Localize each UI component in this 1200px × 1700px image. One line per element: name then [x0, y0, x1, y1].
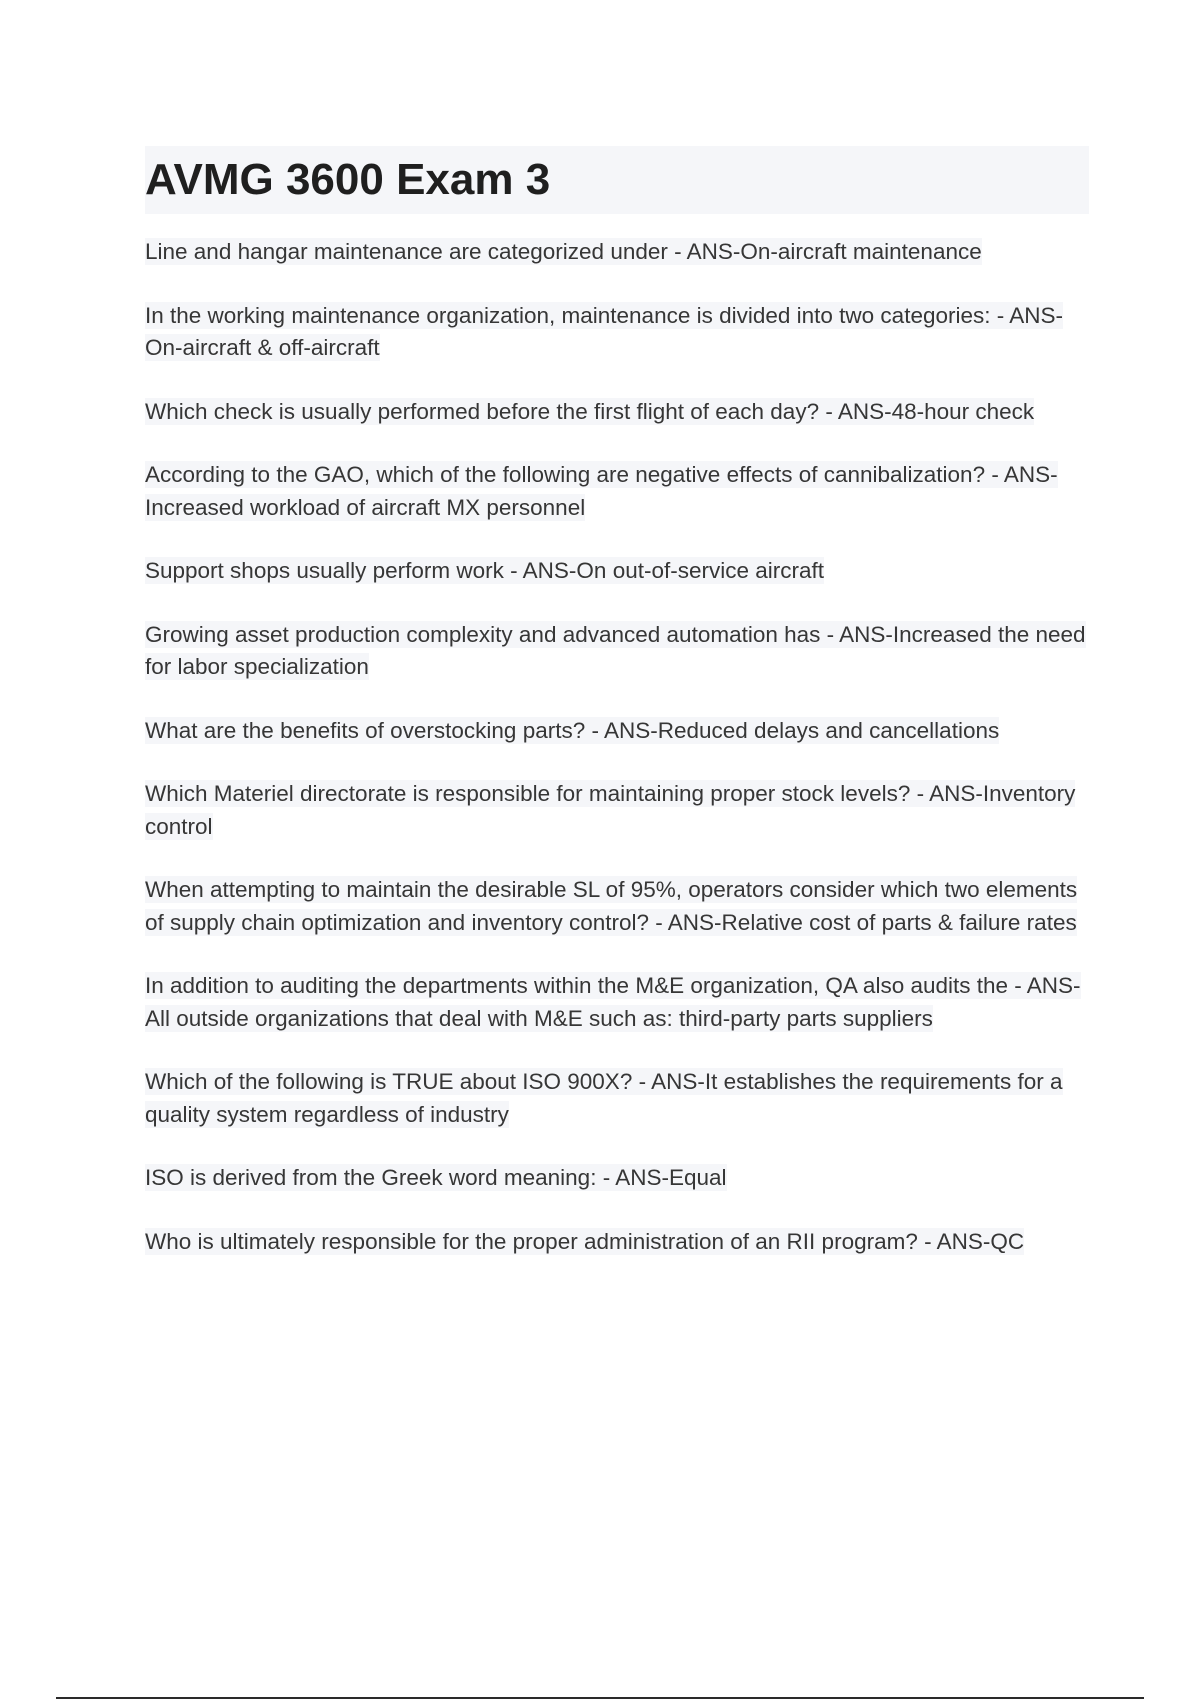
qa-list — [145, 236, 1089, 1258]
qa-item — [145, 619, 1089, 684]
qa-item — [145, 715, 1089, 748]
qa-item — [145, 1162, 1089, 1195]
qa-text: Which check is usually performed before the first flight of each day? - ANS-48-hour check — [145, 398, 1035, 424]
qa-item — [145, 1226, 1089, 1259]
qa-text: Growing asset production complexity and advanced automation has - ANS-Increased the need for labor specialization — [145, 621, 1086, 679]
qa-item — [145, 236, 1089, 269]
qa-item — [145, 970, 1089, 1035]
qa-text: Which Materiel directorate is responsible for maintaining proper stock levels? - ANS-Inventory control — [145, 781, 1076, 839]
qa-item — [145, 300, 1089, 365]
document-content — [145, 146, 1089, 1289]
qa-text: In the working maintenance organization, maintenance is divided into two categories: - ANS-On-aircraft & off-aircraft — [145, 302, 1064, 360]
qa-text: According to the GAO, which of the following are negative effects of cannibalization? - ANS-Increased workload of aircraft MX personnel — [145, 462, 1058, 520]
page-title: AVMG 3600 Exam 3 — [145, 155, 551, 204]
qa-text: Which of the following is TRUE about ISO 900X? - ANS-It establishes the requirements for a quality system regardless of industry — [145, 1069, 1063, 1127]
qa-text: When attempting to maintain the desirable SL of 95%, operators consider which two elements of supply chain optimization and inventory control? - ANS-Relative cost of parts & failure rates — [145, 877, 1078, 935]
qa-text: In addition to auditing the departments within the M&E organization, QA also audits the - ANS-All outside organizations that deal with M&E such as: third-party parts suppliers — [145, 973, 1081, 1031]
qa-text: What are the benefits of overstocking parts? - ANS-Reduced delays and cancellations — [145, 717, 1000, 743]
qa-text: Line and hangar maintenance are categorized under - ANS-On-aircraft maintenance — [145, 239, 982, 264]
qa-item — [145, 459, 1089, 524]
footer-divider — [56, 1697, 1144, 1699]
title-band — [145, 146, 1089, 214]
qa-text: Who is ultimately responsible for the proper administration of an RII program? - ANS-QC — [145, 1228, 1025, 1254]
qa-item — [145, 778, 1089, 843]
qa-item — [145, 1066, 1089, 1131]
qa-item — [145, 555, 1089, 588]
qa-text: Support shops usually perform work - ANS-On out-of-service aircraft — [145, 558, 824, 583]
qa-text: ISO is derived from the Greek word meaning: - ANS-Equal — [145, 1165, 727, 1190]
qa-item — [145, 396, 1089, 429]
qa-item — [145, 874, 1089, 939]
